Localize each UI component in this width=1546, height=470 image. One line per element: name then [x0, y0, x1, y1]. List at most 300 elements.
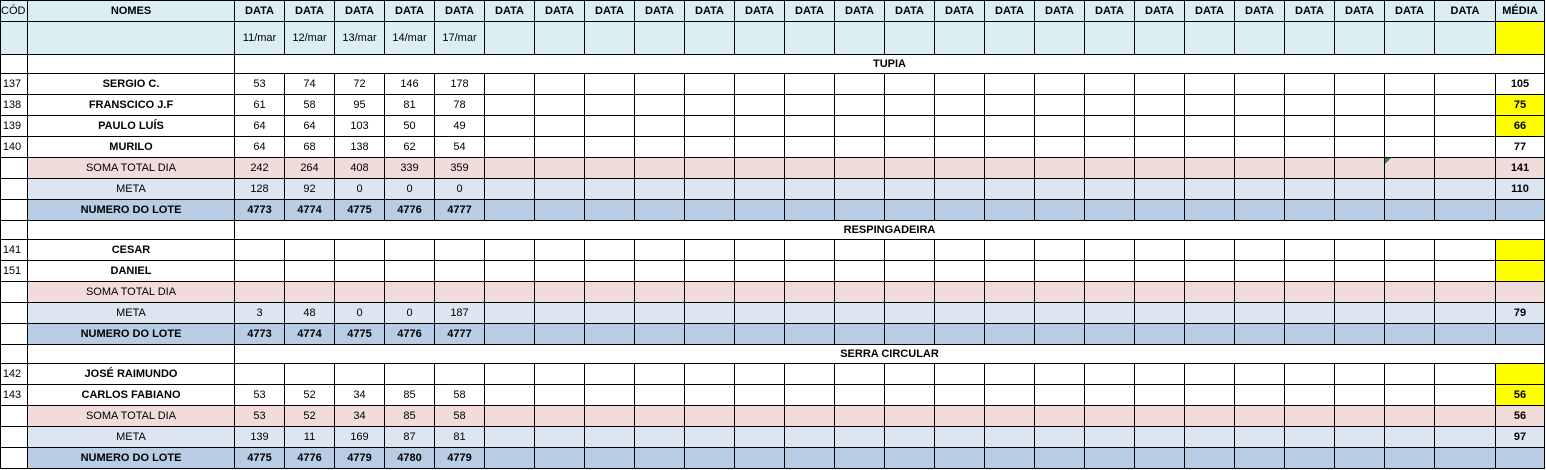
value-cell[interactable]: 64: [235, 137, 285, 158]
value-cell[interactable]: [1285, 261, 1335, 282]
lote-value[interactable]: [535, 200, 585, 221]
value-cell[interactable]: [1035, 364, 1085, 385]
soma-total-value[interactable]: [1185, 158, 1235, 179]
soma-total-value[interactable]: [1235, 406, 1285, 427]
value-cell[interactable]: [785, 240, 835, 261]
soma-total-value[interactable]: [1335, 158, 1385, 179]
value-cell[interactable]: [1235, 240, 1285, 261]
header-data[interactable]: DATA: [1435, 1, 1496, 22]
soma-total-cod[interactable]: [1, 282, 28, 303]
value-cell[interactable]: [1335, 240, 1385, 261]
lote-value[interactable]: [885, 200, 935, 221]
value-cell[interactable]: [1085, 261, 1135, 282]
lote-value[interactable]: [935, 324, 985, 345]
value-cell[interactable]: [1085, 364, 1135, 385]
soma-total-cod[interactable]: [1, 406, 28, 427]
header-data[interactable]: DATA: [335, 1, 385, 22]
value-cell[interactable]: [585, 74, 635, 95]
soma-total-value[interactable]: [735, 158, 785, 179]
date-cell[interactable]: [835, 22, 885, 55]
meta-value[interactable]: [835, 303, 885, 324]
lote-value[interactable]: 4775: [335, 324, 385, 345]
lote-value[interactable]: 4775: [235, 448, 285, 469]
soma-total-value[interactable]: [1185, 282, 1235, 303]
meta-value[interactable]: 0: [335, 179, 385, 200]
lote-value[interactable]: [1135, 200, 1185, 221]
value-cell[interactable]: [635, 364, 685, 385]
value-cell[interactable]: [1135, 74, 1185, 95]
value-cell[interactable]: [835, 240, 885, 261]
lote-value[interactable]: [1185, 200, 1235, 221]
meta-value[interactable]: [1035, 303, 1085, 324]
soma-total-value[interactable]: [885, 158, 935, 179]
meta-value[interactable]: [635, 303, 685, 324]
value-cell[interactable]: 74: [285, 74, 335, 95]
meta-value[interactable]: [1335, 179, 1385, 200]
value-cell[interactable]: [735, 74, 785, 95]
meta-value[interactable]: [585, 303, 635, 324]
value-cell[interactable]: [1235, 385, 1285, 406]
value-cell[interactable]: [1285, 364, 1335, 385]
value-cell[interactable]: [1135, 116, 1185, 137]
value-cell[interactable]: [1235, 95, 1285, 116]
meta-value[interactable]: [1035, 427, 1085, 448]
section-title[interactable]: SERRA CIRCULAR: [235, 345, 1545, 364]
value-cell[interactable]: [1285, 240, 1335, 261]
header-data[interactable]: DATA: [585, 1, 635, 22]
value-cell[interactable]: [335, 364, 385, 385]
meta-value[interactable]: 128: [235, 179, 285, 200]
date-row-media[interactable]: [1496, 22, 1545, 55]
meta-value[interactable]: [1235, 427, 1285, 448]
section-title[interactable]: TUPIA: [235, 55, 1545, 74]
person-cod[interactable]: 143: [1, 385, 28, 406]
soma-total-value[interactable]: [1385, 282, 1435, 303]
value-cell[interactable]: [1135, 385, 1185, 406]
value-cell[interactable]: [1235, 364, 1285, 385]
header-data[interactable]: DATA: [1035, 1, 1085, 22]
value-cell[interactable]: [1435, 240, 1496, 261]
date-cell[interactable]: 17/mar: [435, 22, 485, 55]
meta-value[interactable]: [935, 303, 985, 324]
soma-total-value[interactable]: [785, 282, 835, 303]
value-cell[interactable]: [385, 240, 435, 261]
soma-total-value[interactable]: [1085, 282, 1135, 303]
value-cell[interactable]: [585, 137, 635, 158]
soma-total-value[interactable]: [1435, 406, 1496, 427]
value-cell[interactable]: [235, 261, 285, 282]
value-cell[interactable]: [1285, 74, 1335, 95]
lote-value[interactable]: 4773: [235, 324, 285, 345]
value-cell[interactable]: [1235, 116, 1285, 137]
meta-value[interactable]: [1135, 179, 1185, 200]
value-cell[interactable]: [635, 74, 685, 95]
header-data[interactable]: DATA: [1385, 1, 1435, 22]
date-cell[interactable]: [1085, 22, 1135, 55]
meta-value[interactable]: [835, 427, 885, 448]
header-data[interactable]: DATA: [835, 1, 885, 22]
value-cell[interactable]: [885, 240, 935, 261]
value-cell[interactable]: [785, 385, 835, 406]
value-cell[interactable]: [885, 95, 935, 116]
meta-value[interactable]: [985, 179, 1035, 200]
value-cell[interactable]: [635, 240, 685, 261]
soma-total-label[interactable]: SOMA TOTAL DIA: [28, 282, 235, 303]
meta-value[interactable]: [885, 303, 935, 324]
lote-value[interactable]: [835, 200, 885, 221]
value-cell[interactable]: [1285, 385, 1335, 406]
value-cell[interactable]: 178: [435, 74, 485, 95]
value-cell[interactable]: [285, 364, 335, 385]
value-cell[interactable]: 64: [285, 116, 335, 137]
meta-value[interactable]: [985, 303, 1035, 324]
lote-value[interactable]: [935, 448, 985, 469]
value-cell[interactable]: [1035, 74, 1085, 95]
date-cell[interactable]: [585, 22, 635, 55]
value-cell[interactable]: [1085, 137, 1135, 158]
value-cell[interactable]: [335, 261, 385, 282]
value-cell[interactable]: [635, 116, 685, 137]
value-cell[interactable]: 58: [285, 95, 335, 116]
value-cell[interactable]: [1285, 137, 1335, 158]
soma-total-value[interactable]: [485, 158, 535, 179]
soma-total-value[interactable]: [1335, 406, 1385, 427]
date-cell[interactable]: [1285, 22, 1335, 55]
meta-value[interactable]: [1385, 303, 1435, 324]
meta-value[interactable]: 11: [285, 427, 335, 448]
person-cod[interactable]: 139: [1, 116, 28, 137]
value-cell[interactable]: [285, 261, 335, 282]
soma-total-value[interactable]: [435, 282, 485, 303]
soma-total-value[interactable]: 242: [235, 158, 285, 179]
value-cell[interactable]: [785, 137, 835, 158]
header-data[interactable]: DATA: [635, 1, 685, 22]
date-cell[interactable]: 13/mar: [335, 22, 385, 55]
value-cell[interactable]: 58: [435, 385, 485, 406]
soma-total-average[interactable]: [1496, 282, 1545, 303]
value-cell[interactable]: [485, 137, 535, 158]
value-cell[interactable]: [1035, 95, 1085, 116]
date-cell[interactable]: [1185, 22, 1235, 55]
date-cell[interactable]: [1235, 22, 1285, 55]
meta-value[interactable]: [1185, 427, 1235, 448]
soma-total-value[interactable]: [685, 406, 735, 427]
value-cell[interactable]: 95: [335, 95, 385, 116]
value-cell[interactable]: [735, 95, 785, 116]
soma-total-value[interactable]: [985, 282, 1035, 303]
header-data[interactable]: DATA: [1335, 1, 1385, 22]
meta-label[interactable]: META: [28, 303, 235, 324]
soma-total-value[interactable]: [235, 282, 285, 303]
person-cod[interactable]: 141: [1, 240, 28, 261]
date-cell[interactable]: [885, 22, 935, 55]
meta-value[interactable]: [935, 179, 985, 200]
lote-value[interactable]: [685, 448, 735, 469]
soma-total-value[interactable]: [485, 282, 535, 303]
value-cell[interactable]: [585, 364, 635, 385]
soma-total-value[interactable]: 339: [385, 158, 435, 179]
value-cell[interactable]: [1385, 261, 1435, 282]
lote-value[interactable]: 4775: [335, 200, 385, 221]
meta-value[interactable]: [735, 303, 785, 324]
soma-total-value[interactable]: [635, 158, 685, 179]
lote-value[interactable]: [1185, 448, 1235, 469]
header-data[interactable]: DATA: [885, 1, 935, 22]
lote-value[interactable]: [1035, 448, 1085, 469]
value-cell[interactable]: [885, 261, 935, 282]
date-cell[interactable]: [1335, 22, 1385, 55]
date-cell[interactable]: 12/mar: [285, 22, 335, 55]
value-cell[interactable]: [1185, 385, 1235, 406]
meta-value[interactable]: [1285, 303, 1335, 324]
value-cell[interactable]: [1185, 137, 1235, 158]
date-cell[interactable]: [1435, 22, 1496, 55]
value-cell[interactable]: [835, 74, 885, 95]
lote-value[interactable]: [1085, 200, 1135, 221]
value-cell[interactable]: [685, 261, 735, 282]
soma-total-value[interactable]: [1235, 158, 1285, 179]
value-cell[interactable]: [1185, 116, 1235, 137]
value-cell[interactable]: [1235, 261, 1285, 282]
lote-average[interactable]: [1496, 448, 1545, 469]
value-cell[interactable]: [985, 116, 1035, 137]
meta-value[interactable]: [685, 179, 735, 200]
lote-value[interactable]: [535, 448, 585, 469]
header-data[interactable]: DATA: [1285, 1, 1335, 22]
header-data[interactable]: DATA: [685, 1, 735, 22]
value-cell[interactable]: [935, 137, 985, 158]
value-cell[interactable]: [1085, 240, 1135, 261]
value-cell[interactable]: [835, 385, 885, 406]
header-data[interactable]: DATA: [785, 1, 835, 22]
soma-total-value[interactable]: 52: [285, 406, 335, 427]
lote-value[interactable]: 4773: [235, 200, 285, 221]
lote-value[interactable]: [735, 324, 785, 345]
meta-value[interactable]: 187: [435, 303, 485, 324]
meta-value[interactable]: [1085, 179, 1135, 200]
value-cell[interactable]: [535, 261, 585, 282]
value-cell[interactable]: [535, 74, 585, 95]
value-cell[interactable]: [485, 240, 535, 261]
soma-total-value[interactable]: [1435, 282, 1496, 303]
section-nomes[interactable]: [28, 345, 235, 364]
lote-value[interactable]: 4774: [285, 200, 335, 221]
value-cell[interactable]: 49: [435, 116, 485, 137]
person-average[interactable]: [1496, 261, 1545, 282]
meta-cod[interactable]: [1, 303, 28, 324]
value-cell[interactable]: [685, 95, 735, 116]
meta-average[interactable]: 97: [1496, 427, 1545, 448]
value-cell[interactable]: [485, 385, 535, 406]
section-cod[interactable]: [1, 55, 28, 74]
meta-value[interactable]: [1435, 427, 1496, 448]
value-cell[interactable]: [785, 116, 835, 137]
date-cell[interactable]: [635, 22, 685, 55]
lote-value[interactable]: [585, 324, 635, 345]
meta-value[interactable]: [1235, 179, 1285, 200]
value-cell[interactable]: [685, 74, 735, 95]
value-cell[interactable]: [535, 95, 585, 116]
lote-value[interactable]: [785, 448, 835, 469]
lote-value[interactable]: [885, 448, 935, 469]
value-cell[interactable]: 62: [385, 137, 435, 158]
value-cell[interactable]: 53: [235, 385, 285, 406]
meta-value[interactable]: [635, 179, 685, 200]
value-cell[interactable]: [685, 385, 735, 406]
soma-total-value[interactable]: [1085, 158, 1135, 179]
date-cell[interactable]: [1385, 22, 1435, 55]
value-cell[interactable]: [1085, 116, 1135, 137]
value-cell[interactable]: [1135, 137, 1185, 158]
person-average[interactable]: [1496, 240, 1545, 261]
section-nomes[interactable]: [28, 221, 235, 240]
soma-total-average[interactable]: 56: [1496, 406, 1545, 427]
meta-value[interactable]: 87: [385, 427, 435, 448]
value-cell[interactable]: [935, 385, 985, 406]
soma-total-value[interactable]: [335, 282, 385, 303]
value-cell[interactable]: [1135, 364, 1185, 385]
meta-value[interactable]: [885, 179, 935, 200]
lote-value[interactable]: [1235, 324, 1285, 345]
date-cell[interactable]: [535, 22, 585, 55]
value-cell[interactable]: [385, 364, 435, 385]
value-cell[interactable]: [935, 240, 985, 261]
meta-value[interactable]: [535, 179, 585, 200]
value-cell[interactable]: [1135, 240, 1185, 261]
lote-value[interactable]: [1385, 200, 1435, 221]
value-cell[interactable]: [1185, 95, 1235, 116]
soma-total-value[interactable]: 85: [385, 406, 435, 427]
soma-total-value[interactable]: [985, 158, 1035, 179]
soma-total-value[interactable]: 264: [285, 158, 335, 179]
value-cell[interactable]: [735, 116, 785, 137]
lote-value[interactable]: 4777: [435, 324, 485, 345]
value-cell[interactable]: [735, 137, 785, 158]
lote-value[interactable]: [1385, 324, 1435, 345]
lote-value[interactable]: [935, 200, 985, 221]
value-cell[interactable]: 53: [235, 74, 285, 95]
lote-label[interactable]: NUMERO DO LOTE: [28, 448, 235, 469]
value-cell[interactable]: [485, 95, 535, 116]
meta-value[interactable]: [485, 427, 535, 448]
value-cell[interactable]: [1185, 240, 1235, 261]
meta-value[interactable]: [1285, 427, 1335, 448]
soma-total-value[interactable]: [685, 282, 735, 303]
date-row-cod[interactable]: [1, 22, 28, 55]
meta-value[interactable]: 0: [385, 179, 435, 200]
lote-value[interactable]: [1285, 448, 1335, 469]
lote-value[interactable]: [1185, 324, 1235, 345]
soma-total-value[interactable]: [1435, 158, 1496, 179]
soma-total-value[interactable]: [885, 406, 935, 427]
meta-value[interactable]: [485, 179, 535, 200]
meta-value[interactable]: [1235, 303, 1285, 324]
date-row-nomes[interactable]: [28, 22, 235, 55]
meta-value[interactable]: [735, 427, 785, 448]
meta-value[interactable]: [1135, 427, 1185, 448]
lote-value[interactable]: [485, 200, 535, 221]
value-cell[interactable]: [535, 240, 585, 261]
lote-value[interactable]: [1335, 448, 1385, 469]
soma-total-value[interactable]: [1135, 158, 1185, 179]
value-cell[interactable]: [985, 364, 1035, 385]
header-data[interactable]: DATA: [535, 1, 585, 22]
lote-value[interactable]: 4776: [385, 324, 435, 345]
value-cell[interactable]: [1385, 116, 1435, 137]
soma-total-value[interactable]: [735, 282, 785, 303]
soma-total-value[interactable]: [885, 282, 935, 303]
meta-value[interactable]: 0: [335, 303, 385, 324]
section-cod[interactable]: [1, 345, 28, 364]
person-average[interactable]: [1496, 364, 1545, 385]
meta-value[interactable]: [585, 179, 635, 200]
value-cell[interactable]: 103: [335, 116, 385, 137]
soma-total-value[interactable]: [585, 158, 635, 179]
meta-value[interactable]: [685, 427, 735, 448]
header-cod[interactable]: CÓD: [1, 1, 28, 22]
value-cell[interactable]: [385, 261, 435, 282]
header-data[interactable]: DATA: [1235, 1, 1285, 22]
lote-value[interactable]: [485, 324, 535, 345]
lote-value[interactable]: [785, 200, 835, 221]
lote-label[interactable]: NUMERO DO LOTE: [28, 200, 235, 221]
soma-total-value[interactable]: [535, 406, 585, 427]
person-name[interactable]: CESAR: [28, 240, 235, 261]
date-cell[interactable]: [685, 22, 735, 55]
value-cell[interactable]: [935, 116, 985, 137]
value-cell[interactable]: [835, 95, 885, 116]
value-cell[interactable]: [885, 137, 935, 158]
meta-value[interactable]: [535, 303, 585, 324]
person-average[interactable]: 56: [1496, 385, 1545, 406]
soma-total-value[interactable]: [1135, 406, 1185, 427]
value-cell[interactable]: [885, 74, 935, 95]
value-cell[interactable]: [935, 261, 985, 282]
value-cell[interactable]: [1385, 385, 1435, 406]
date-cell[interactable]: 11/mar: [235, 22, 285, 55]
meta-value[interactable]: [1185, 179, 1235, 200]
meta-cod[interactable]: [1, 427, 28, 448]
lote-value[interactable]: [685, 200, 735, 221]
soma-total-value[interactable]: [1385, 158, 1435, 179]
person-cod[interactable]: 151: [1, 261, 28, 282]
lote-value[interactable]: [685, 324, 735, 345]
value-cell[interactable]: 50: [385, 116, 435, 137]
header-data[interactable]: DATA: [485, 1, 535, 22]
value-cell[interactable]: [1435, 261, 1496, 282]
meta-value[interactable]: 81: [435, 427, 485, 448]
meta-value[interactable]: 0: [385, 303, 435, 324]
value-cell[interactable]: [685, 116, 735, 137]
soma-total-label[interactable]: SOMA TOTAL DIA: [28, 406, 235, 427]
date-cell[interactable]: [1135, 22, 1185, 55]
value-cell[interactable]: [585, 95, 635, 116]
value-cell[interactable]: [1035, 116, 1085, 137]
lote-value[interactable]: [1035, 324, 1085, 345]
value-cell[interactable]: [585, 261, 635, 282]
person-average[interactable]: 75: [1496, 95, 1545, 116]
lote-value[interactable]: [1335, 200, 1385, 221]
soma-total-value[interactable]: [1385, 406, 1435, 427]
value-cell[interactable]: [1435, 385, 1496, 406]
value-cell[interactable]: [585, 116, 635, 137]
value-cell[interactable]: [1435, 137, 1496, 158]
person-average[interactable]: 105: [1496, 74, 1545, 95]
soma-total-value[interactable]: [785, 406, 835, 427]
value-cell[interactable]: [785, 74, 835, 95]
meta-value[interactable]: 48: [285, 303, 335, 324]
lote-value[interactable]: [1335, 324, 1385, 345]
